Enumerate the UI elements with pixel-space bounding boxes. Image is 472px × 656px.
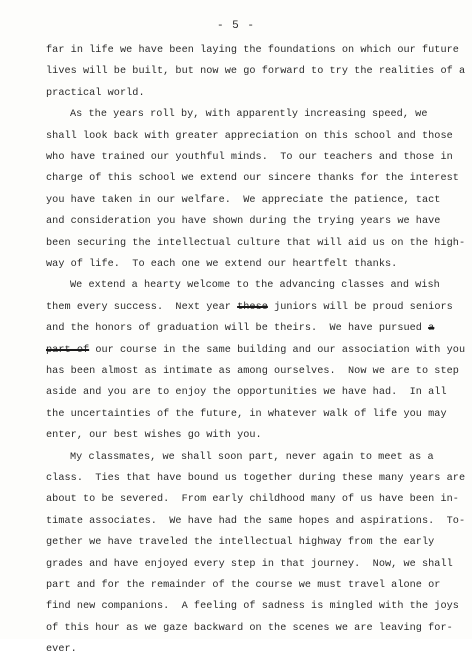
line-text: and the honors of graduation will be theirs. We have pursued [46, 323, 429, 335]
struck-text: these [237, 301, 268, 313]
text-line [46, 494, 459, 506]
line-text: has been almost as intimate as among ourselves. Now we are to step [46, 366, 459, 377]
line-text: you have taken in our welfare. We appreciate the patience, tact [46, 194, 441, 206]
line-text: enter, our best wishes go with you. [46, 430, 262, 442]
text-line [46, 366, 459, 378]
line-text: find new companions. A feeling of sadness is mingled with the joys [46, 601, 459, 613]
line-text: timate associates. We have had the same hopes and aspirations. To- [46, 515, 466, 527]
line-text: them every success. Next year [46, 301, 238, 313]
line-text: aside and you are to enjoy the opportunities we have had. In all [46, 387, 447, 399]
text-line [46, 173, 459, 185]
text-line [46, 387, 447, 399]
line-text: and consideration you have shown during the trying years we have [46, 216, 441, 228]
text-line [46, 516, 465, 528]
struck-text: part of [46, 344, 90, 356]
line-text: gether we have traveled the intellectual highway from the early [46, 537, 435, 549]
struck-text: a [428, 323, 435, 335]
line-text: about to be severed. From early childhood many of us have been in- [46, 494, 459, 506]
text-line [46, 216, 440, 228]
line-text: our course in the same building and our association with you [89, 344, 466, 356]
line-text: ever. [46, 644, 77, 656]
text-line [46, 473, 465, 485]
text-line [46, 302, 453, 314]
line-text: the uncertainties of the future, in whatever walk of life you may [46, 408, 447, 420]
text-line [46, 623, 453, 635]
text-line [46, 45, 459, 57]
line-text: practical world. [46, 87, 145, 99]
line-text: As the years roll by, with apparently increasing speed, we [70, 109, 428, 121]
text-line [46, 66, 465, 78]
text-line [70, 280, 440, 292]
text-line [46, 644, 77, 656]
text-line [46, 409, 447, 421]
page-number: - 5 - [216, 20, 255, 32]
line-text: We extend a hearty welcome to the advancing classes and wish [70, 280, 440, 292]
line-text: who have trained our youthful minds. To our teachers and those in [46, 152, 453, 163]
text-line [46, 88, 145, 100]
text-line [46, 195, 440, 207]
line-text: class. Ties that have bound us together during these many years are [46, 473, 466, 484]
text-line [46, 259, 397, 271]
text-line [46, 345, 465, 357]
text-line [46, 537, 434, 549]
line-text: grades and have enjoyed every step in that journey. Now, we shall [46, 558, 453, 570]
text-line [70, 109, 427, 121]
text-line [46, 152, 453, 164]
text-line [46, 131, 453, 143]
line-text: of this hour as we gaze backward on the scenes we are leaving for- [46, 622, 453, 634]
line-text: far in life we have been laying the foundations on which our future [46, 45, 459, 56]
line-text: way of life. To each one we extend our heartfelt thanks. [46, 259, 398, 270]
line-text: charge of this school we extend our sincere thanks for the interest [46, 173, 459, 185]
text-line [70, 452, 434, 464]
line-text: lives will be built, but now we go forward to try the realities of a [46, 66, 466, 78]
text-line [46, 601, 459, 613]
text-line [46, 559, 453, 571]
text-line [46, 238, 465, 250]
text-line [46, 323, 434, 335]
text-line [46, 430, 262, 442]
line-text: My classmates, we shall soon part, never again to meet as a [70, 451, 434, 463]
line-text: part and for the remainder of the course we must travel alone or [46, 580, 441, 591]
line-text: shall look back with greater appreciation on this school and those [46, 130, 453, 142]
line-text: been securing the intellectual culture that will aid us on the high- [46, 237, 466, 249]
line-text: juniors will be proud seniors [267, 301, 453, 313]
text-line [46, 580, 440, 592]
